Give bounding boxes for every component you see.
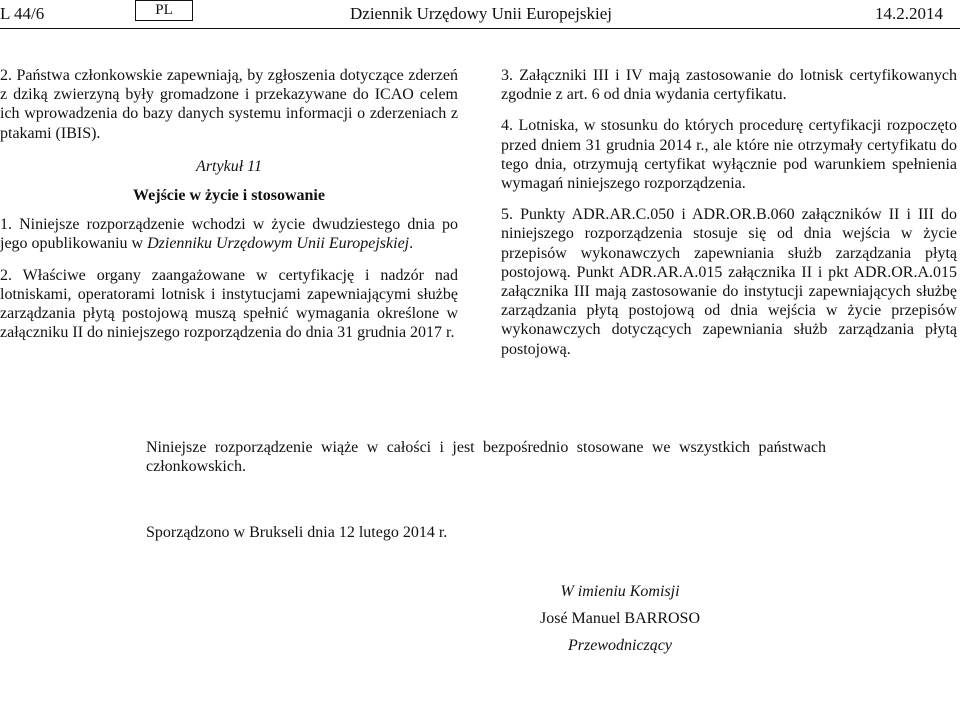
done-at: Sporządzono w Brukseli dnia 12 lutego 2014 r. xyxy=(146,524,448,541)
binding-statement: Niniejsze rozporządzenie wiąże w całości i jest bezpośrednio stosowane we wszystkich państwach członkowskich. xyxy=(146,439,826,476)
paragraph-1 xyxy=(0,215,458,253)
left-column xyxy=(0,66,458,354)
on-behalf-line: W imieniu Komisji xyxy=(560,583,680,600)
paragraph-2-top: 2. Państwa członkowskie zapewniają, by zgłoszenia dotyczące zderzeń z dziką zwierzyną były gromadzone i przekazywane do ICAO celem ich wprowadzenia do bazy danych systemu informacji o zderzeniach z ptakami (IBIS). xyxy=(0,67,458,142)
header-rule xyxy=(0,28,960,29)
journal-title: Dziennik Urzędowy Unii Europejskiej xyxy=(350,4,613,23)
publication-date: 14.2.2014 xyxy=(875,4,943,23)
right-column xyxy=(501,66,957,371)
page-header xyxy=(0,0,960,30)
page-reference: L 44/6 xyxy=(0,4,45,23)
paragraph-4: 4. Lotniska, w stosunku do których procedurę certyfikacji rozpoczęto przed dniem 31 grudnia 2014 r., ale które nie otrzymały certyfikatu do tego dnia, otrzymują certyfikat wyłącznie pod warunkiem spełnienia wymagań niniejszego rozporządzenia. xyxy=(501,117,957,193)
signatory-name: José Manuel BARROSO xyxy=(539,610,700,627)
paragraph-5: 5. Punkty ADR.AR.C.050 i ADR.OR.B.060 załączników II i III do niniejszego rozporządzenia stosuje się od dnia wejścia w życie przepisów wykonawczych zapewniania służb zarządzania płytą postojową. Punkt ADR.AR.A.015 załącznika II i pkt ADR.OR.A.015 załącznika III mają zastosowanie do instytucji zapewniających służbę zarządzania płytą postojową od dnia wejścia w życie przepisów wykonawczych dotyczących zapewniania służb zarządzania płytą postojową. xyxy=(501,206,957,358)
paragraph-2: 2. Właściwe organy zaangażowane w certyfikację i nadzór nad lotniskami, operatorami lotnisk i instytucjami zapewniającymi służbę zarządzania płytą postojową muszą spełnić wymagania określone w załączniku II do niniejszego rozporządzenia do dnia 31 grudnia 2017 r. xyxy=(0,266,458,342)
article-title: Wejście w życie i stosowanie xyxy=(133,187,325,205)
paragraph-1-end: . xyxy=(409,235,414,253)
paragraph-3: 3. Załączniki III i IV mają zastosowanie do lotnisk certyfikowanych zgodnie z art. 6 od dnia wydania certyfikatu. xyxy=(501,67,957,104)
signatory-role: Przewodniczący xyxy=(568,637,672,654)
language-badge: PL xyxy=(135,0,193,21)
signature-block xyxy=(520,578,720,659)
article-number: Artykuł 11 xyxy=(196,157,262,175)
paragraph-1-start: 1. Niniejsze rozporządzenie wchodzi w życie dwudziestego dnia po jego opublikowaniu w xyxy=(0,216,458,253)
journal-reference: Dzienniku Urzędowym Unii Europejskiej xyxy=(147,235,410,253)
